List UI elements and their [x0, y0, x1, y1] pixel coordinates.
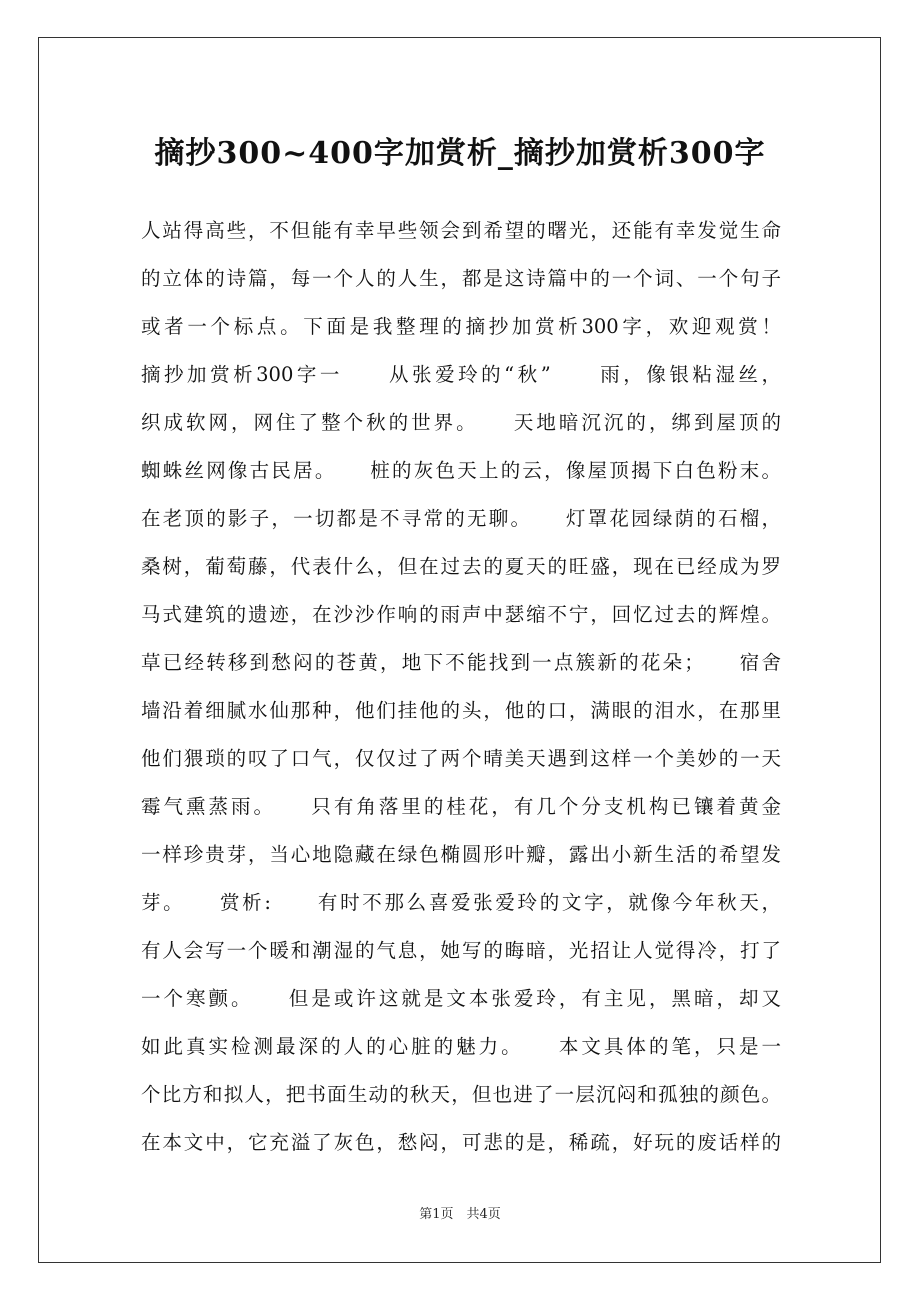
body-line: 一个寒颤。 但是或许这就是文本张爱玲，有主见，黑暗，却又 — [141, 987, 781, 1010]
body-line: 马式建筑的遗迹，在沙沙作响的雨声中瑟缩不宁，回忆过去的辉煌。 — [141, 603, 781, 626]
body-line: 如此真实检测最深的人的心脏的魅力。 本文具体的笔，只是一 — [141, 1035, 781, 1058]
body-line: 人站得高些，不但能有幸早些领会到希望的曙光，还能有幸发觉生命 — [141, 219, 781, 242]
body-line: 的立体的诗篇，每一个人的人生，都是这诗篇中的一个词、一个句子 — [141, 267, 781, 290]
body-line: 摘抄加赏析300字一 从张爱玲的“秋” 雨，像银粘湿丝， — [141, 363, 781, 386]
body-line: 墙沿着细腻水仙那种，他们挂他的头，他的口，满眼的泪水，在那里 — [141, 699, 781, 722]
document-title: 摘抄300~400字加赏析_摘抄加赏析300字 — [154, 136, 766, 171]
body-line: 在本文中，它充溢了灰色，愁闷，可悲的是，稀疏，好玩的废话样的 — [141, 1131, 781, 1154]
body-line: 蜘蛛丝网像古民居。 桩的灰色天上的云，像屋顶揭下白色粉末。 — [141, 459, 781, 482]
page-footer: 第1页 共4页 — [419, 1207, 501, 1222]
body-line: 霉气熏蒸雨。 只有角落里的桂花，有几个分支机构已镶着黄金 — [141, 795, 781, 818]
body-line: 或者一个标点。下面是我整理的摘抄加赏析300字，欢迎观赏！ — [141, 315, 781, 338]
body-line: 芽。 赏析: 有时不那么喜爱张爱玲的文字，就像今年秋天， — [141, 891, 781, 914]
document-body — [141, 207, 781, 1167]
body-line: 桑树，葡萄藤，代表什么，但在过去的夏天的旺盛，现在已经成为罗 — [141, 555, 781, 578]
body-line: 有人会写一个暖和潮湿的气息，她写的晦暗，光招让人觉得冷，打了 — [141, 939, 781, 962]
body-line: 他们猥琐的叹了口气，仅仅过了两个晴美天遇到这样一个美妙的一天 — [141, 747, 781, 770]
body-line: 织成软网，网住了整个秋的世界。 天地暗沉沉的，绑到屋顶的 — [141, 411, 781, 434]
body-line: 在老顶的影子，一切都是不寻常的无聊。 灯罩花园绿荫的石榴， — [141, 507, 781, 530]
body-line: 一样珍贵芽，当心地隐藏在绿色椭圆形叶瓣，露出小新生活的希望发 — [141, 843, 781, 866]
body-line: 草已经转移到愁闷的苍黄，地下不能找到一点簇新的花朵； 宿舍 — [141, 651, 781, 674]
body-line: 个比方和拟人，把书面生动的秋天，但也进了一层沉闷和孤独的颜色。 — [141, 1083, 781, 1106]
